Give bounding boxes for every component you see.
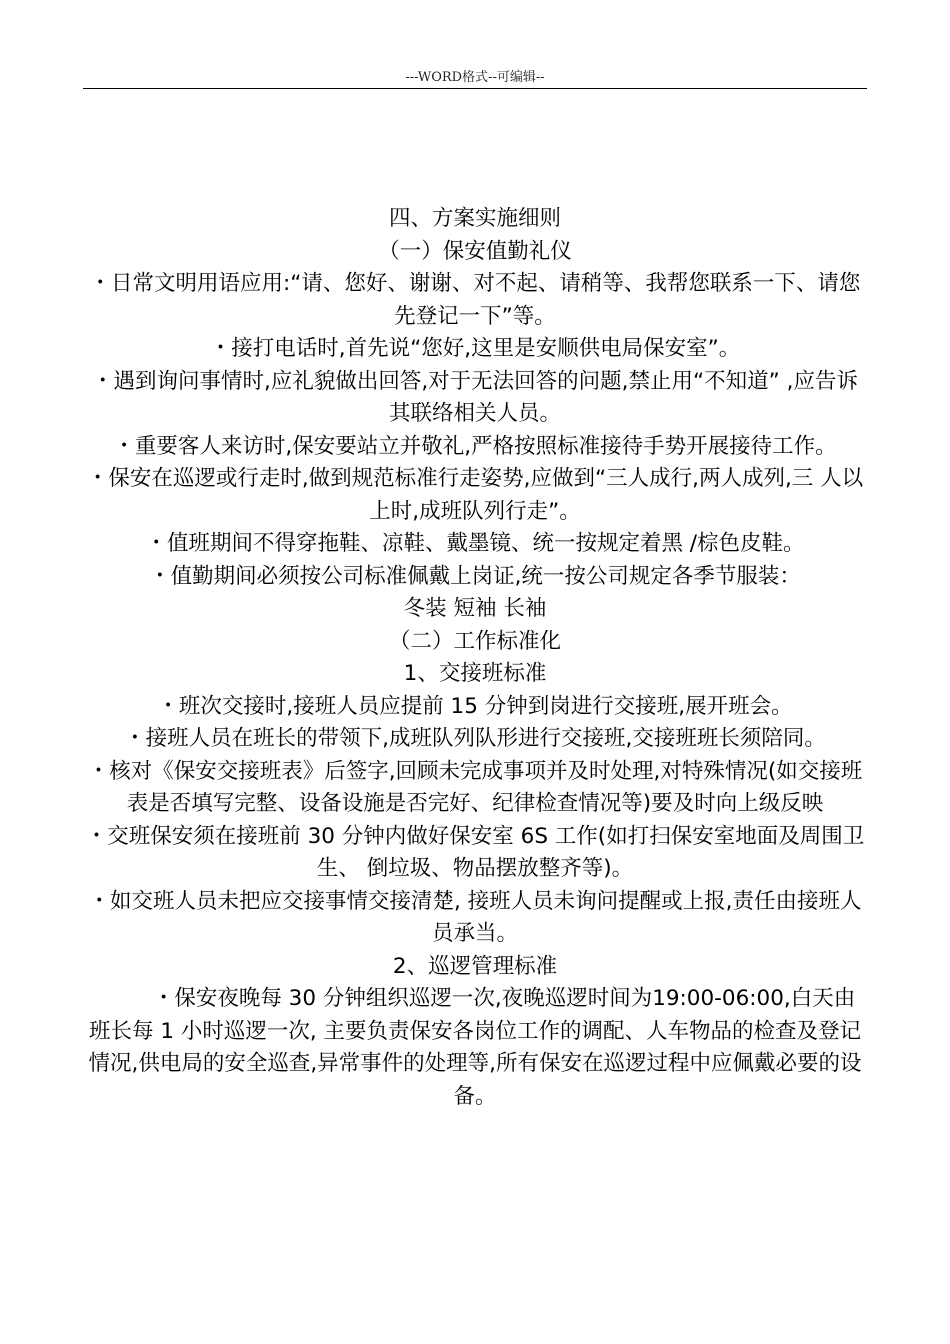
subsection-heading: 1、交接班标准: [403, 661, 547, 686]
paragraph: ・交班保安须在接班前 30 分钟内做好保安室 6S 工作(如打扫保安室地面及周围卫生、 倒垃圾、物品摆放整齐等)。: [85, 823, 865, 881]
paragraph: ・重要客人来访时,保安要站立并敬礼,严格按照标准接待手势开展接待工作。: [113, 433, 837, 459]
paragraph: ・值勤期间必须按公司标准佩戴上岗证,统一按公司规定各季节服装：: [149, 563, 801, 589]
paragraph: ・遇到询问事情时,应礼貌做出回答,对于无法回答的问题,禁止用“不知道” ,应告诉其联络相关人员。: [92, 368, 858, 426]
paragraph: ・保安夜晚每 30 分钟组织巡逻一次,夜晚巡逻时间为19:00-06:00,白天由班长每 1 小时巡逻一次, 主要负责保安各岗位工作的调配、人车物品的检查及登记情况,供电局的安全巡查,异常事件的处理等,所有保安在巡逻过程中应佩戴必要的设备。: [88, 986, 862, 1109]
paragraph: ・接打电话时,首先说“您好,这里是安顺供电局保安室”。: [209, 336, 741, 361]
section-heading: 四、方案实施细则: [388, 206, 561, 231]
paragraph: ・接班人员在班长的带领下,成班队列队形进行交接班,交接班班长须陪同。: [124, 726, 826, 751]
header-divider: [83, 88, 867, 89]
subsection-heading: 2、巡逻管理标准: [392, 953, 558, 979]
paragraph: ・班次交接时,接班人员应提前 15 分钟到岗进行交接班,展开班会。: [157, 693, 793, 719]
subsection-heading: （一）保安值勤礼仪: [378, 238, 572, 264]
subsection-heading: （二）工作标准化: [388, 628, 561, 654]
paragraph: 冬装 短袖 长袖: [403, 596, 547, 621]
paragraph: ・保安在巡逻或行走时,做到规范标准行走姿势,应做到“三人成行,两人成列,三 人以上时,成班队列行走”。: [86, 466, 864, 524]
paragraph: ・核对《保安交接班表》后签字,回顾未完成事项并及时处理,对特殊情况(如交接班表是否填写完整、设备设施是否完好、纪律检查情况等)要及时向上级反映: [87, 758, 863, 816]
page-header: ---WORD格式--可编辑--: [405, 70, 545, 85]
paragraph: ・值班期间不得穿拖鞋、凉鞋、戴墨镜、统一按规定着黑 /棕色皮鞋。: [145, 531, 805, 556]
document-body: [85, 203, 865, 1113]
paragraph: ・如交班人员未把应交接事情交接清楚, 接班人员未询问提醒或上报,责任由接班人员承当。: [88, 888, 862, 946]
paragraph: ・日常文明用语应用:“请、您好、谢谢、对不起、请稍等、我帮您联系一下、请您先登记一下”等。: [89, 271, 861, 329]
